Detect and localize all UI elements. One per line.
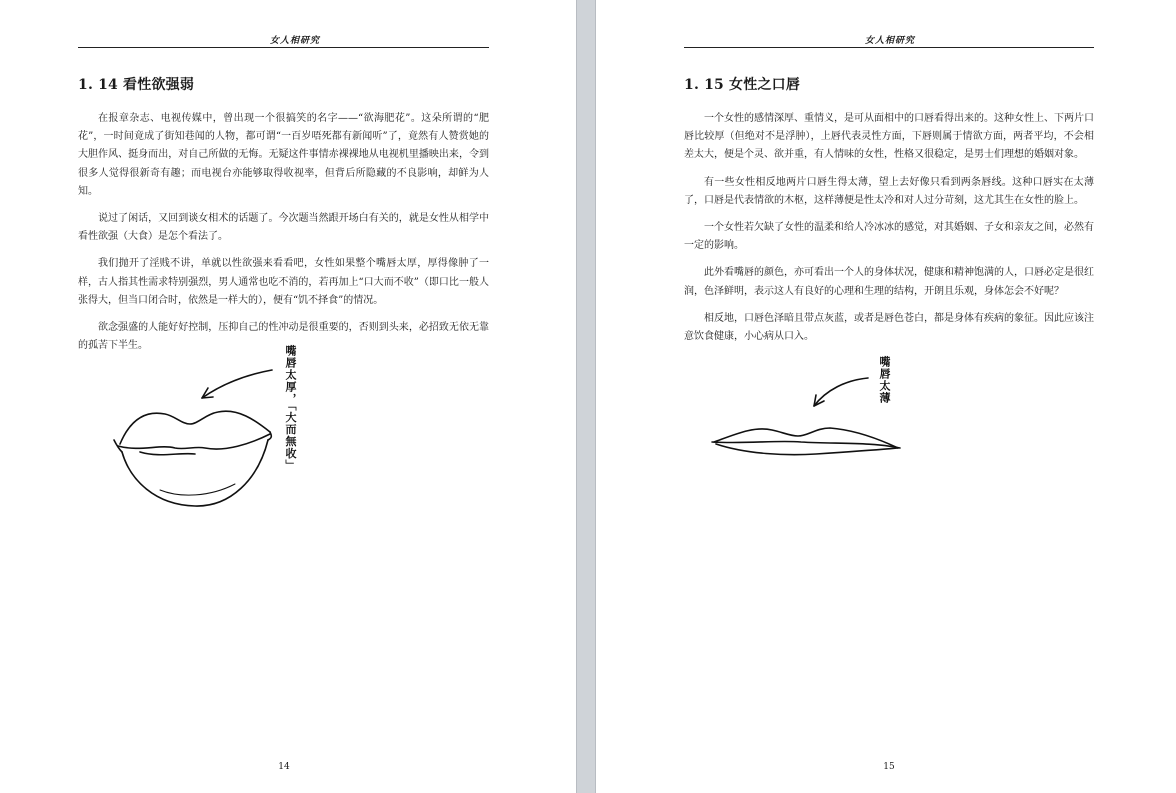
thin-lips-illustration (706, 350, 916, 470)
paragraph: 相反地，口唇色泽暗且带点灰蓝，或者是唇色苍白，都是身体有疾病的象征。因此应该注意饮食健康，小心病从口入。 (684, 312, 1094, 343)
paragraph: 在报章杂志、电视传媒中，曾出现一个很搞笑的名字——“欲海肥花”。这朵所谓的“肥花”，一时间竟成了街知巷闻的人物，都可谓“一百岁唔死都有新闻听”了，竟然有人赞赏她的大胆作风、挺身而出，对自己所做的无悔。无疑这件事情赤裸裸地从电视机里播映出来，令到很多人觉得很新奇有趣；而电视台亦能够取得收视率，但背后所隐藏的不良影响，却鲜为人知。 (78, 113, 489, 197)
lips-drawing (100, 340, 310, 520)
figure-caption: 嘴唇太厚，「大而無收」 (284, 345, 297, 472)
header-rule (684, 47, 1094, 48)
section-title: 1. 14 看性欲强弱 (78, 77, 195, 93)
running-head: 女人相研究 (864, 36, 915, 46)
paragraph: 有一些女性相反地两片口唇生得太薄，望上去好像只看到两条唇线。这种口唇实在太薄了，口唇是代表情欲的木枢，这样薄便是性太冷和对人过分苛刻，这尤其生在女性的脸上。 (684, 176, 1094, 206)
paragraph: 说过了闲话，又回到谈女相术的话题了。今次题当然跟开场白有关的，就是女性从相学中看性欲强（大食）是怎个看法了。 (78, 213, 489, 243)
thick-lips-illustration (100, 340, 310, 520)
left-page (0, 0, 576, 793)
paragraph: 一个女性的感情深厚、重情义，是可从面相中的口唇看得出来的。这种女性上、下两片口唇比较厚（但绝对不是浮肿），上唇代表灵性方面，下唇则属于情欲方面，两者平均，不会相差太大，便是个灵、欲并重，有人情味的女性，性格又很稳定，是男士们理想的婚姻对象。 (684, 113, 1094, 161)
page-gutter (576, 0, 596, 793)
page-number: 15 (883, 762, 895, 772)
body-text (684, 110, 1094, 355)
body-text (78, 110, 489, 364)
page-number: 14 (278, 762, 290, 772)
arrow-line (202, 370, 272, 398)
header-rule (78, 47, 489, 48)
paragraph: 欲念强盛的人能好好控制，压抑自己的性冲动是很重要的，否则到头来，必招致无依无靠的孤苦下半生。 (78, 322, 489, 352)
section-title: 1. 15 女性之口唇 (684, 77, 801, 93)
figure-caption: 嘴唇太薄 (878, 356, 891, 404)
right-page (596, 0, 1176, 793)
arrow-head (202, 388, 213, 398)
paragraph: 此外看嘴唇的颜色，亦可看出一个人的身体状况，健康和精神饱满的人，口唇必定是很红润，色泽鲜明，表示这人有良好的心理和生理的结构，开朗且乐观，身体怎会不好呢？ (684, 267, 1094, 297)
running-head: 女人相研究 (269, 36, 320, 46)
paragraph: 我们抛开了淫贱不讲，单就以性欲强来看看吧，女性如果整个嘴唇太厚，厚得像肿了一样，古人指其性需求特别强烈，男人通常也吃不消的，若再加上“口大而不收”（即口比一般人张得大，但当口闭合时，依然是一样大的），便有“饥不择食”的情况。 (78, 258, 489, 306)
paragraph: 一个女性若欠缺了女性的温柔和给人冷冰冰的感觉，对其婚姻、子女和亲友之间，必然有一定的影响。 (684, 222, 1094, 252)
